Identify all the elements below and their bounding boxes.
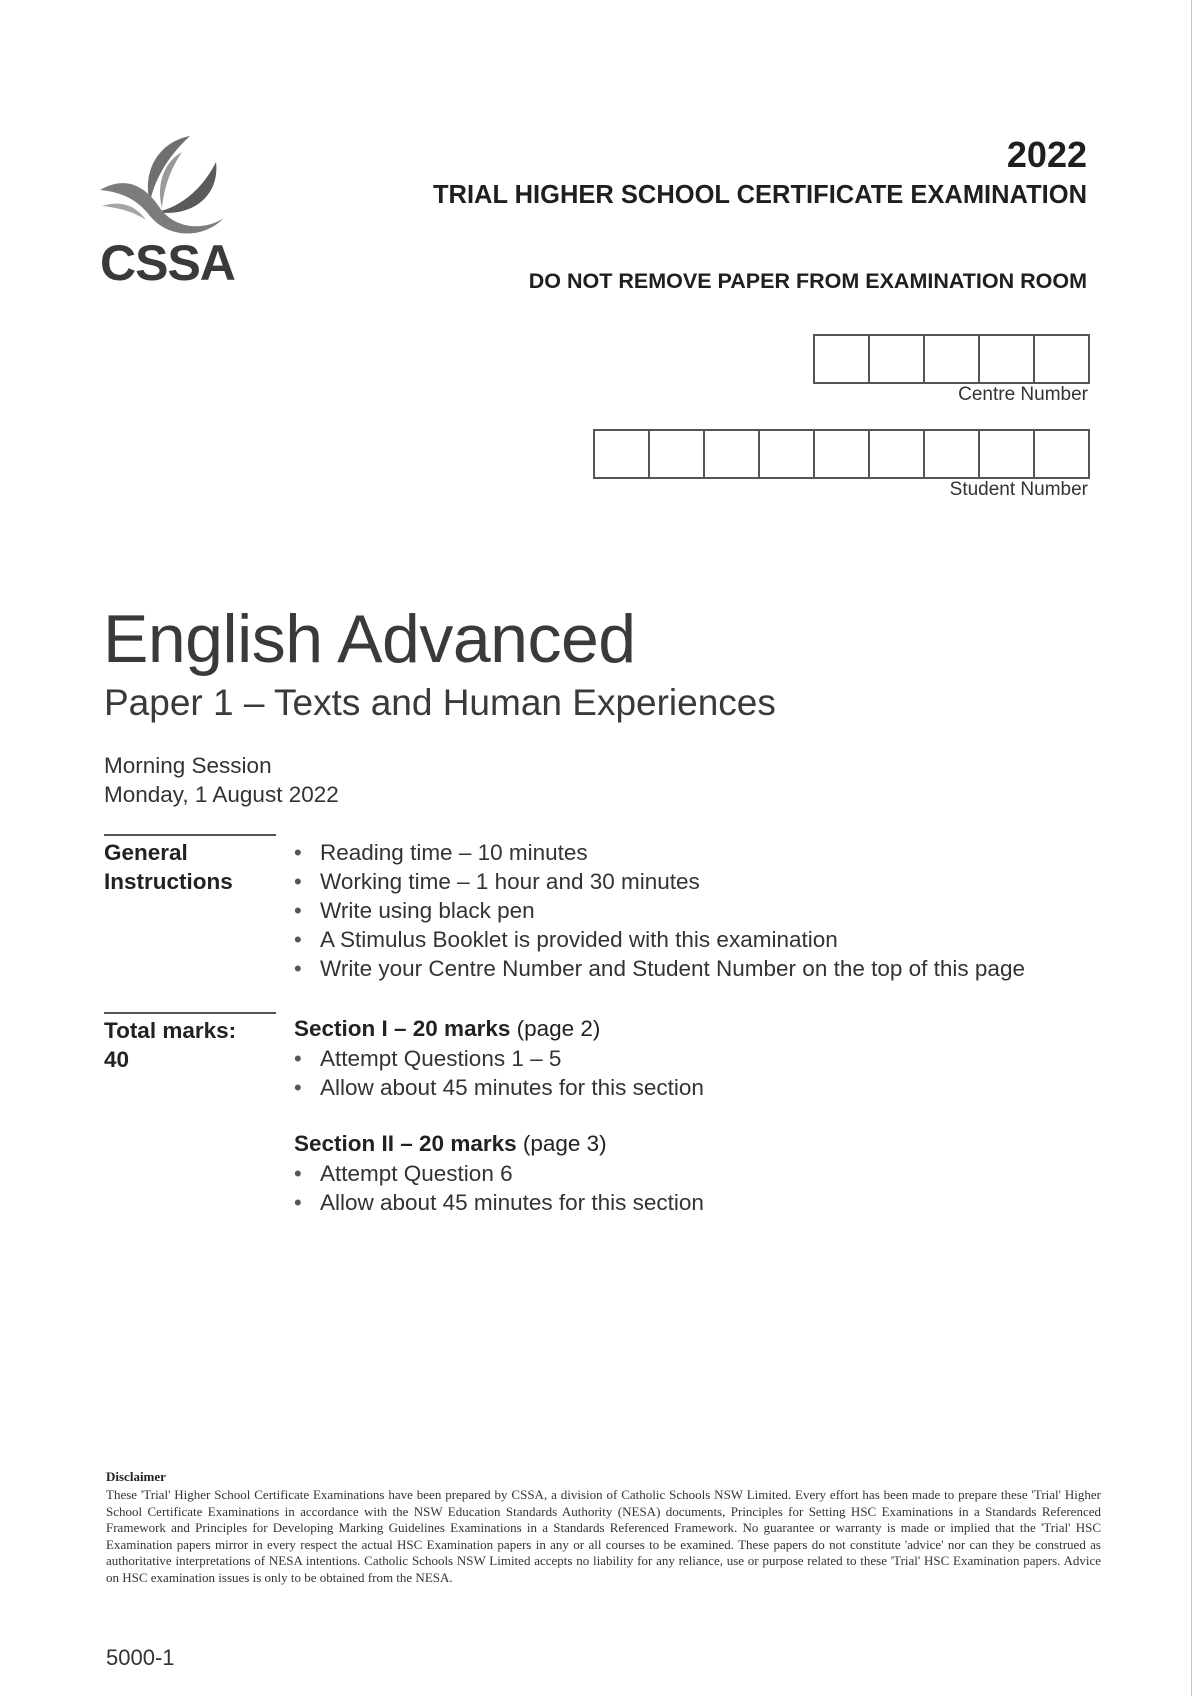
exam-room-notice: DO NOT REMOVE PAPER FROM EXAMINATION ROOM xyxy=(528,269,1087,293)
student-number-cell[interactable] xyxy=(1035,431,1090,477)
student-number-cell[interactable] xyxy=(760,431,815,477)
centre-number-cell[interactable] xyxy=(815,336,870,382)
section-2-list xyxy=(294,1159,704,1217)
list-item: • Allow about 45 minutes for this section xyxy=(294,1188,704,1217)
section-2-heading xyxy=(294,1131,607,1157)
list-item: • Write using black pen xyxy=(294,896,1025,925)
centre-number-label: Centre Number xyxy=(958,384,1088,405)
cssa-swoosh-icon xyxy=(98,132,238,242)
list-item: • Working time – 1 hour and 30 minutes xyxy=(294,867,1025,896)
exam-date: Monday, 1 August 2022 xyxy=(104,782,339,807)
student-number-cell[interactable] xyxy=(980,431,1035,477)
list-item: • Attempt Question 6 xyxy=(294,1159,704,1188)
session-name: Morning Session xyxy=(104,753,272,778)
list-item: • Write your Centre Number and Student Number on the top of this page xyxy=(294,954,1025,983)
subject-title: English Advanced xyxy=(103,601,636,677)
total-marks-label xyxy=(104,1016,236,1074)
centre-number-cell[interactable] xyxy=(870,336,925,382)
student-number-cell[interactable] xyxy=(925,431,980,477)
section-1-title: Section I – 20 marks xyxy=(294,1016,511,1041)
student-number-boxes[interactable] xyxy=(593,429,1090,479)
student-number-cell[interactable] xyxy=(870,431,925,477)
section-1-heading xyxy=(294,1016,600,1042)
disclaimer-title: Disclaimer xyxy=(106,1469,166,1484)
cssa-logo xyxy=(98,132,238,291)
divider xyxy=(104,1012,276,1014)
centre-number-boxes[interactable] xyxy=(813,334,1090,384)
centre-number-cell[interactable] xyxy=(980,336,1035,382)
exam-year: 2022 xyxy=(1006,134,1087,175)
exam-title: TRIAL HIGHER SCHOOL CERTIFICATE EXAMINATION xyxy=(432,181,1087,209)
student-number-cell[interactable] xyxy=(650,431,705,477)
section-2-title: Section II – 20 marks xyxy=(294,1131,517,1156)
general-instructions-label: General Instructions xyxy=(104,840,233,894)
student-number-label: Student Number xyxy=(949,479,1088,500)
section-1-page: (page 2) xyxy=(510,1016,601,1041)
list-item: • A Stimulus Booklet is provided with this examination xyxy=(294,925,1025,954)
general-instructions-list xyxy=(294,838,1025,983)
total-marks-title: Total marks: xyxy=(104,1018,237,1043)
section-2-page: (page 3) xyxy=(516,1131,607,1156)
section-1-list xyxy=(294,1044,704,1102)
disclaimer-text: These 'Trial' Higher School Certificate Examinations have been prepared by CSSA, a division of Catholic Schools NSW Limited. Every effort has been made to prepare these 'Trial' Higher School Certificate Examinations in accordance with the NSW Education Standards Authority (NESA) documents, Principles for Setting HSC Examinations in a Standards Referenced Framework and Principles for Developing Marking Guidelines Examinations in a Standards Referenced Framework. No guarantee or warranty is made or implied that the 'Trial' HSC Examination papers mirror in every respect the actual HSC Examination papers in any or all courses to be examined. These papers do not constitute 'advice' nor can they be construed as authoritative interpretations of NESA intentions. Catholic Schools NSW Limited accepts no liability for any reliance, use or purpose related to these 'Trial' HSC Examination papers. Advice on HSC examination issues is only to be obtained from the NESA. xyxy=(106,1487,1101,1585)
student-number-cell[interactable] xyxy=(815,431,870,477)
student-number-cell[interactable] xyxy=(705,431,760,477)
list-item: • Attempt Questions 1 – 5 xyxy=(294,1044,704,1073)
total-marks-value: 40 xyxy=(104,1047,130,1072)
logo-text: CSSA xyxy=(100,235,235,291)
page-edge xyxy=(1191,0,1192,1696)
centre-number-cell[interactable] xyxy=(925,336,980,382)
paper-title: Paper 1 – Texts and Human Experiences xyxy=(104,682,776,723)
list-item: • Reading time – 10 minutes xyxy=(294,838,1025,867)
paper-code: 5000-1 xyxy=(106,1645,175,1670)
divider xyxy=(104,834,276,836)
centre-number-cell[interactable] xyxy=(1035,336,1090,382)
list-item: • Allow about 45 minutes for this section xyxy=(294,1073,704,1102)
student-number-cell[interactable] xyxy=(595,431,650,477)
